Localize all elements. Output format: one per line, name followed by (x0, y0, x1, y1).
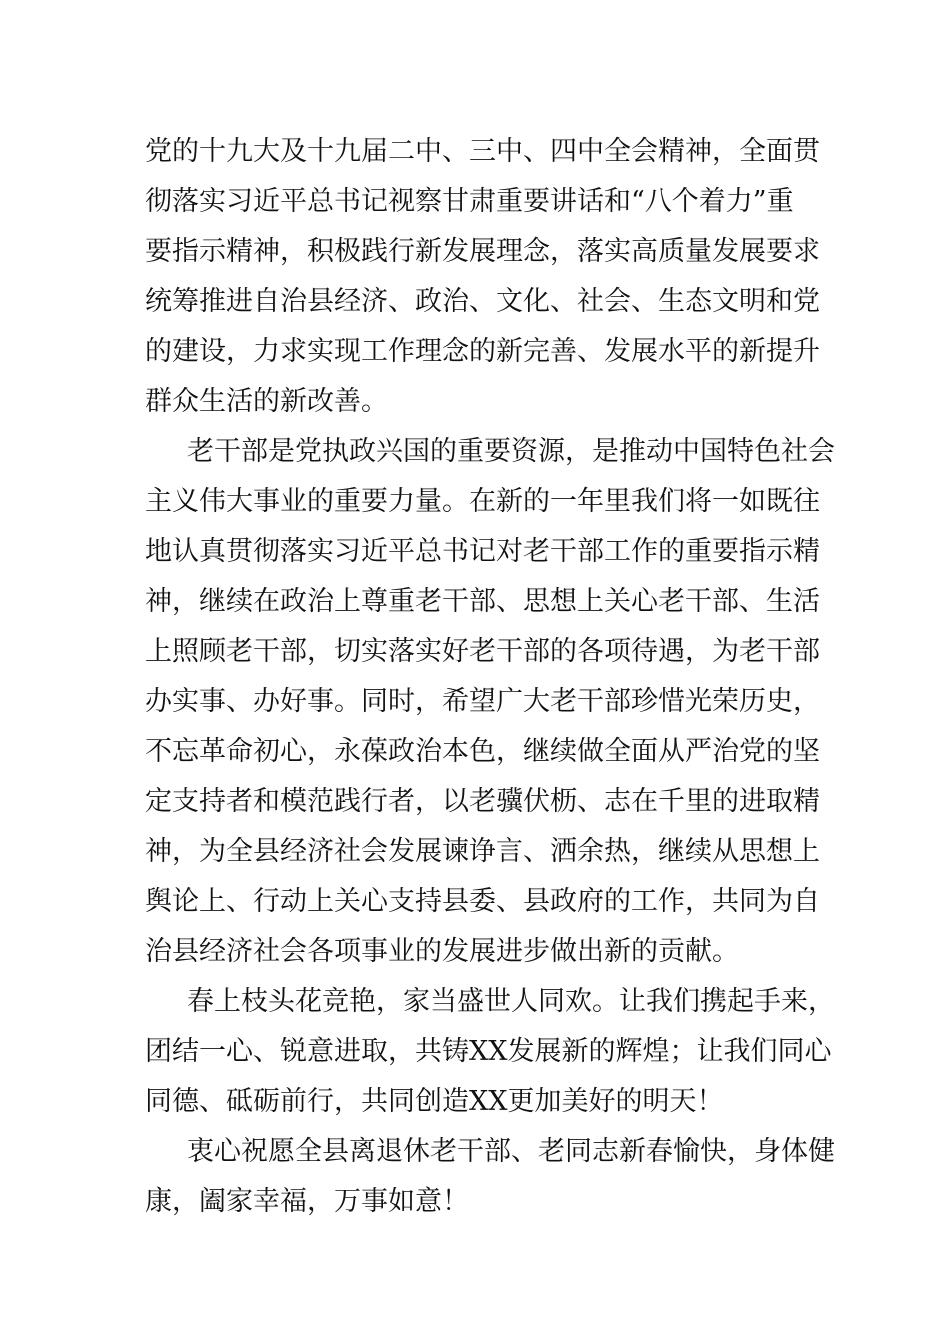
text-line: 舆论上、行动上关心支持县委、县政府的工作，共同为自 (145, 886, 820, 917)
text-line: 主义伟大事业的重要力量。在新的一年里我们将一如既往 (145, 486, 820, 517)
text-line: 定支持者和模范践行者，以老骥伏枥、志在千里的进取精 (145, 786, 820, 817)
text-line: 群众生活的新改善。 (145, 386, 388, 417)
paragraph-4 (145, 1127, 835, 1227)
text-line: 彻落实习近平总书记视察甘肃重要讲话和“八个着力”重 (145, 186, 794, 217)
text-line: 要指示精神，积极践行新发展理念，落实高质量发展要求 (145, 236, 820, 267)
text-line-first: 衷心祝愿全县离退休老干部、老同志新春愉快，身体健 (187, 1136, 835, 1167)
text-line: 神，继续在政治上尊重老干部、思想上关心老干部、生活 (145, 586, 820, 617)
text-line-first: 老干部是党执政兴国的重要资源，是推动中国特色社会 (187, 436, 835, 467)
text-line: 神，为全县经济社会发展谏诤言、洒余热，继续从思想上 (145, 836, 820, 867)
text-line: 的建设，力求实现工作理念的新完善、发展水平的新提升 (145, 336, 820, 367)
text-line-first: 春上枝头花竞艳，家当盛世人同欢。让我们携起手来， (187, 986, 835, 1017)
text-line: 治县经济社会各项事业的发展进步做出新的贡献。 (145, 936, 739, 967)
text-line: 康，阖家幸福，万事如意！ (145, 1186, 469, 1217)
paragraph-1 (145, 127, 820, 427)
text-line: 地认真贯彻落实习近平总书记对老干部工作的重要指示精 (145, 536, 820, 567)
paragraph-2 (145, 427, 835, 977)
text-line: 上照顾老干部，切实落实好老干部的各项待遇，为老干部 (145, 636, 820, 667)
text-line: 不忘革命初心，永葆政治本色，继续做全面从严治党的坚 (145, 736, 820, 767)
text-line: 团结一心、锐意进取，共铸XX发展新的辉煌；让我们同心 (145, 1036, 832, 1067)
text-line: 同德、砥砺前行，共同创造XX更加美好的明天！ (145, 1086, 724, 1117)
text-line: 党的十九大及十九届二中、三中、四中全会精神，全面贯 (145, 136, 820, 167)
text-line: 办实事、办好事。同时，希望广大老干部珍惜光荣历史， (145, 686, 820, 717)
text-line: 统筹推进自治县经济、政治、文化、社会、生态文明和党 (145, 286, 820, 317)
document-body (145, 127, 835, 1227)
paragraph-3 (145, 977, 835, 1127)
